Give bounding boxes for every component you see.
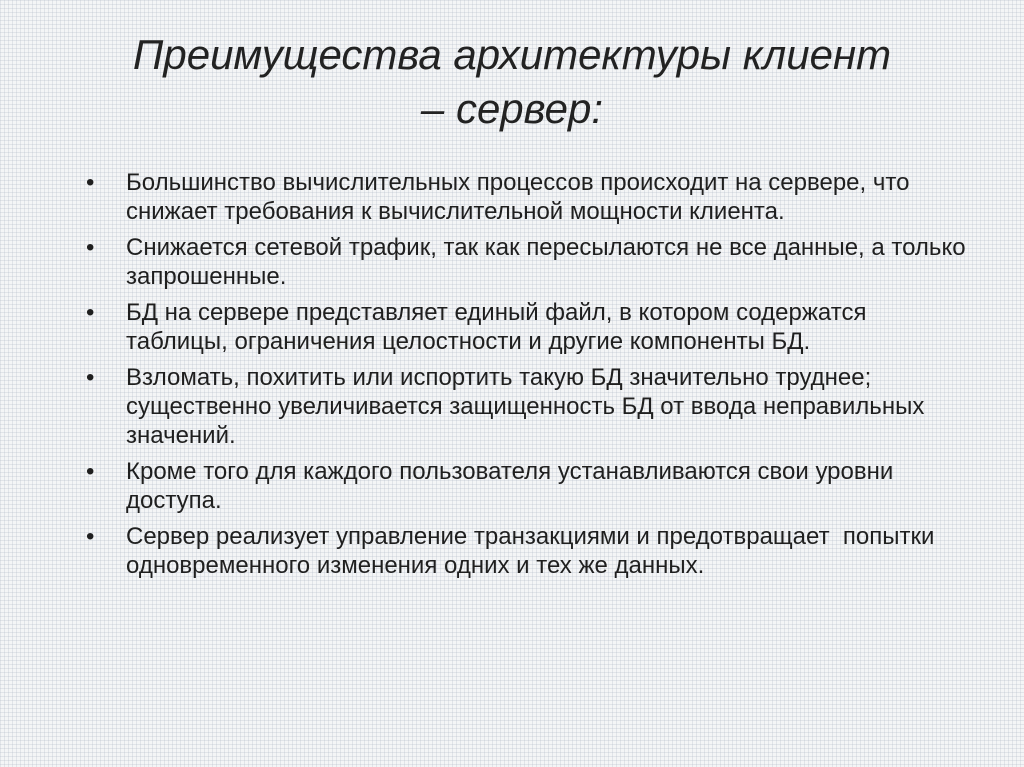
slide-title-line-1: Преимущества архитектуры клиент <box>132 31 892 78</box>
bullet-text-6: Сервер реализует управление транзакциями и предотвращает попытки одновременного изменения одних и тех же данных. <box>126 523 942 579</box>
bullet-dot-icon: • <box>86 458 95 485</box>
bullet-item-5 <box>86 457 966 515</box>
slide-title-line-2: – сервер: <box>420 85 604 132</box>
bullet-text-4: Взломать, похитить или испортить такую БД значительно труднее; существенно увеличивается защищенность БД от ввода неправильных значений. <box>126 364 931 449</box>
bullet-list <box>86 168 973 587</box>
bullet-dot-icon: • <box>86 364 95 391</box>
bullet-text-1: Большинство вычислительных процессов происходит на сервере, что снижает требования к вычислительной мощности клиента. <box>126 169 917 225</box>
bullet-dot-icon: • <box>86 523 95 550</box>
bullet-dot-icon: • <box>86 299 95 326</box>
bullet-text-2: Снижается сетевой трафик, так как пересылаются не все данные, а только запрошенные. <box>126 234 973 290</box>
bullet-dot-icon: • <box>86 234 95 261</box>
bullet-item-1 <box>86 168 966 226</box>
slide-title <box>60 28 964 136</box>
bullet-text-5: Кроме того для каждого пользователя устанавливаются свои уровни доступа. <box>126 458 900 514</box>
bullet-item-6 <box>86 522 966 580</box>
bullet-text-3: БД на сервере представляет единый файл, в котором содержатся таблицы, ограничения целостности и другие компоненты БД. <box>126 299 874 355</box>
bullet-item-2 <box>86 233 973 291</box>
bullet-dot-icon: • <box>86 169 95 196</box>
bullet-item-3 <box>86 298 966 356</box>
bullet-item-4 <box>86 363 966 450</box>
